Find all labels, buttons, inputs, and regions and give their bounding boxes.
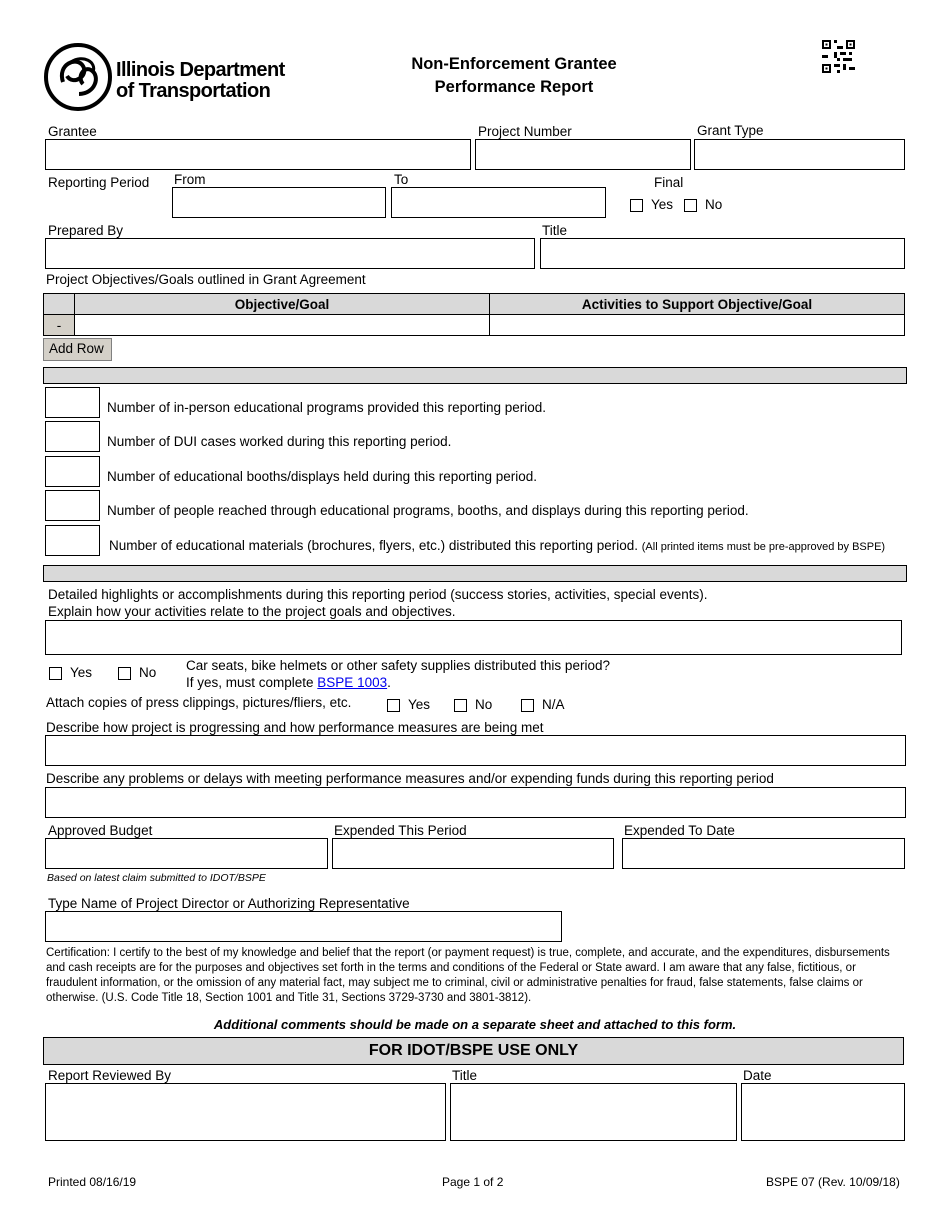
objectives-corner-cell (44, 294, 75, 315)
approved-budget-input[interactable] (45, 838, 328, 869)
expended-period-input[interactable] (332, 838, 614, 869)
logo-line1: Illinois Department (116, 59, 285, 81)
progress-input[interactable] (45, 735, 906, 766)
supplies-no-label: No (139, 665, 157, 680)
additional-comments-note: Additional comments should be made on a separate sheet and attached to this form. (213, 1017, 737, 1032)
problems-label: Describe any problems or delays with meeting performance measures and/or expending funds during this reporting period (46, 771, 774, 786)
printed-date: Printed 08/16/19 (48, 1175, 137, 1189)
from-label: From (174, 172, 206, 187)
grantee-input[interactable] (45, 139, 471, 170)
final-label: Final (654, 175, 684, 190)
office-date-label: Date (743, 1068, 772, 1083)
prepared-by-label: Prepared By (48, 223, 124, 238)
expended-to-date-input[interactable] (622, 838, 905, 869)
supplies-no-checkbox[interactable] (118, 667, 131, 680)
expended-period-label: Expended This Period (334, 823, 467, 838)
office-title-input[interactable] (450, 1083, 737, 1141)
press-yes-checkbox[interactable] (387, 699, 400, 712)
qr-code-icon (822, 40, 855, 73)
metric-input-programs[interactable] (45, 387, 100, 418)
highlights-label-line2: Explain how your activities relate to the project goals and objectives. (48, 604, 456, 619)
expended-to-date-label: Expended To Date (624, 823, 735, 838)
metric-input-booths[interactable] (45, 456, 100, 487)
supplies-question: Car seats, bike helmets or other safety supplies distributed this period? (186, 658, 610, 673)
section-divider (43, 565, 907, 582)
director-input[interactable] (45, 911, 562, 942)
activities-cell-input[interactable] (490, 315, 905, 336)
reviewed-by-input[interactable] (45, 1083, 446, 1141)
section-divider (43, 367, 907, 384)
objectives-table (43, 293, 905, 336)
press-label: Attach copies of press clippings, pictures/fliers, etc. (46, 695, 352, 710)
progress-label: Describe how project is progressing and how performance measures are being met (46, 720, 544, 735)
metric-label-booths: Number of educational booths/displays held during this reporting period. (107, 469, 538, 484)
metric-input-dui-cases[interactable] (45, 421, 100, 452)
period-from-input[interactable] (172, 187, 386, 218)
logo-wordmark (116, 60, 285, 102)
final-no-label: No (705, 197, 723, 212)
reporting-period-label: Reporting Period (48, 175, 150, 190)
highlights-input[interactable] (45, 620, 902, 655)
project-number-label: Project Number (478, 124, 572, 139)
project-number-input[interactable] (475, 139, 691, 170)
director-label: Type Name of Project Director or Authorizing Representative (48, 896, 410, 911)
grant-type-label: Grant Type (697, 123, 764, 138)
supplies-note (186, 675, 391, 690)
problems-input[interactable] (45, 787, 906, 818)
press-yes-label: Yes (408, 697, 431, 712)
title-label: Title (542, 223, 568, 238)
grant-type-input[interactable] (694, 139, 905, 170)
reviewed-by-label: Report Reviewed By (48, 1068, 172, 1083)
press-na-checkbox[interactable] (521, 699, 534, 712)
metric-label-dui-cases: Number of DUI cases worked during this reporting period. (107, 434, 452, 449)
title-line1: Non-Enforcement Grantee (411, 55, 617, 73)
objective-column-header: Objective/Goal (75, 294, 490, 315)
metric-label-people-reached: Number of people reached through educational programs, booths, and displays during this reporting period. (107, 503, 749, 518)
press-na-label: N/A (542, 697, 565, 712)
supplies-note-prefix: If yes, must complete (186, 675, 318, 690)
logo-line2: of Transportation (116, 80, 271, 102)
approved-budget-label: Approved Budget (48, 823, 153, 838)
page-title (364, 53, 664, 99)
highlights-label-line1: Detailed highlights or accomplishments during this reporting period (success stories, activities, special events). (48, 587, 708, 602)
period-to-input[interactable] (391, 187, 606, 218)
supplies-yes-label: Yes (70, 665, 93, 680)
office-title-label: Title (452, 1068, 478, 1083)
form-id: BSPE 07 (Rev. 10/09/18) (766, 1175, 900, 1189)
activities-column-header: Activities to Support Objective/Goal (490, 294, 905, 315)
title-input[interactable] (540, 238, 905, 269)
objectives-header-row (44, 294, 905, 315)
bspe-1003-link[interactable]: BSPE 1003 (317, 675, 388, 690)
budget-note: Based on latest claim submitted to IDOT/BSPE (47, 872, 266, 884)
page-number: Page 1 of 2 (442, 1175, 504, 1189)
final-yes-checkbox[interactable] (630, 199, 643, 212)
to-label: To (394, 172, 409, 187)
title-line2: Performance Report (434, 78, 594, 96)
supplies-yes-checkbox[interactable] (49, 667, 62, 680)
add-row-button[interactable]: Add Row (43, 338, 112, 361)
metric-input-people-reached[interactable] (45, 490, 100, 521)
metric-materials-note: (All printed items must be pre-approved by BSPE) (641, 541, 886, 553)
remove-row-button[interactable]: - (44, 315, 75, 336)
objective-cell-input[interactable] (75, 315, 490, 336)
idot-logo-icon (43, 42, 113, 112)
supplies-note-suffix: . (387, 675, 391, 690)
office-use-heading: FOR IDOT/BSPE USE ONLY (43, 1037, 904, 1065)
table-row (44, 315, 905, 336)
final-no-checkbox[interactable] (684, 199, 697, 212)
certification-text: Certification: I certify to the best of my knowledge and belief that the report (or payment request) is true, complete, and accurate, and the expenditures, disbursements and cash receipts are for the purposes and objectives set forth in the terms and conditions of the Federal or State award. I am aware that any false, fictitious, or fraudulent information, or the omission of any material fact, may subject me to criminal, civil or administrative penalties for fraud, false statements, false claims or otherwise. (U.S. Code Title 18, Section 1001 and Title 31, Sections 3729-3730 and 3801-3812). (46, 947, 890, 1004)
press-no-checkbox[interactable] (454, 699, 467, 712)
office-date-input[interactable] (741, 1083, 905, 1141)
metric-label-materials (109, 538, 885, 553)
metric-label-programs: Number of in-person educational programs provided this reporting period. (107, 400, 546, 415)
metric-input-materials[interactable] (45, 525, 100, 556)
press-no-label: No (475, 697, 493, 712)
prepared-by-input[interactable] (45, 238, 535, 269)
grantee-label: Grantee (48, 124, 97, 139)
metric-materials-text: Number of educational materials (brochures, flyers, etc.) distributed this reporting period. (109, 538, 638, 553)
objectives-heading: Project Objectives/Goals outlined in Grant Agreement (46, 272, 366, 287)
final-yes-label: Yes (651, 197, 674, 212)
